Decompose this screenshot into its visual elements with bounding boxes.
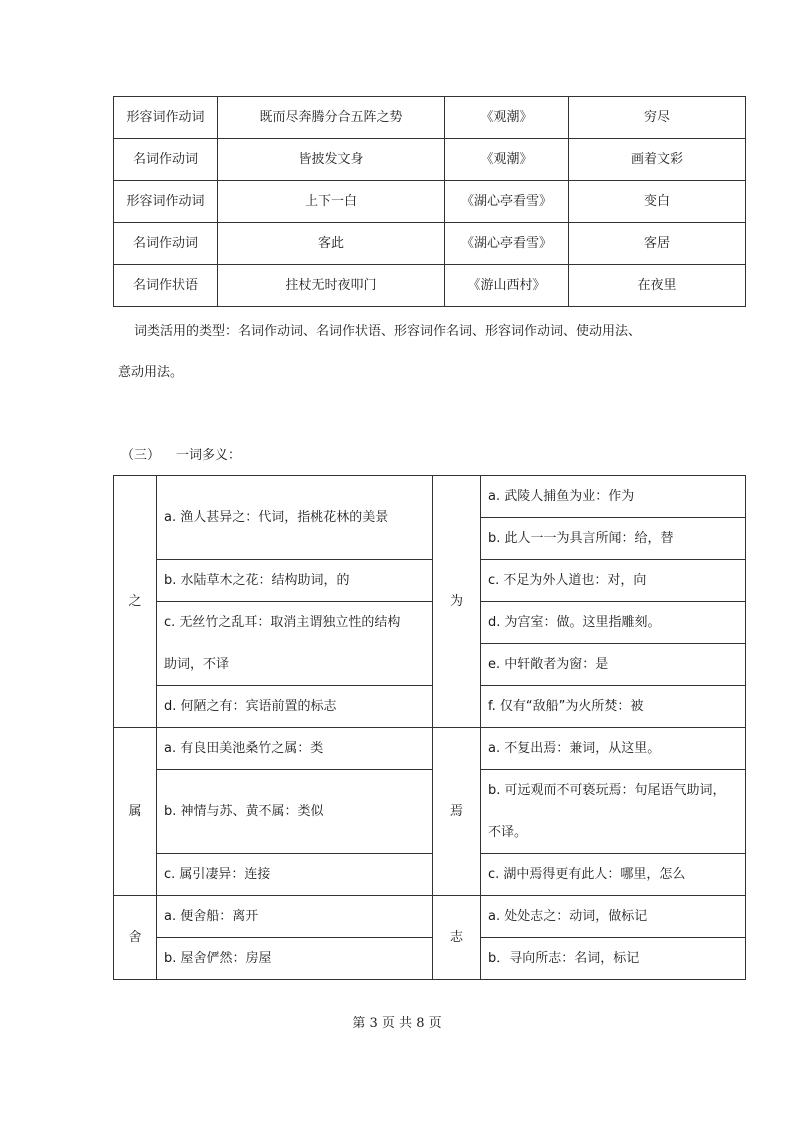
example-sentence-cell: 上下一白 [218,181,445,223]
example-sentence-cell: 拄杖无时夜叩门 [218,265,445,307]
word-cell-wei: 为 [433,476,481,728]
definition-cell: b. 神情与苏、黄不属：类似 [157,770,433,854]
meaning-cell: 画着文彩 [569,139,746,181]
word-cell-shu: 属 [114,728,157,896]
table-row [114,181,746,223]
word-cell-zhi: 之 [114,476,157,728]
word-cell-zhi4: 志 [433,896,481,980]
definition-line: c. 无丝竹之乱耳：取消主谓独立性的结构 [164,614,401,630]
meaning-cell: 穷尽 [569,97,746,139]
section-number: （三） [121,448,161,463]
definition-line: 不译。 [488,824,528,840]
table-row [114,223,746,265]
definition-cell: b. 此人一一为具言所闻：给，替 [481,518,746,560]
definition-cell [157,602,433,686]
usage-type-cell: 形容词作动词 [114,181,218,223]
definition-cell: a. 便舍船：离开 [157,896,433,938]
word-cell-she: 舍 [114,896,157,980]
definition-cell: a. 处处志之：动词，做标记 [481,896,746,938]
summary-line-1: 词类活用的类型：名词作动词、名词作状语、形容词作名词、形容词作动词、使动用法、 [134,324,642,339]
word-class-table [113,96,746,307]
definition-cell: d. 为宫室：做。这里指雕刻。 [481,602,746,644]
definition-line: b. 可远观而不可亵玩焉：句尾语气助词， [488,782,726,798]
section-heading [121,446,241,466]
definition-cell: f. 仅有“敌船”为火所焚：被 [481,686,746,728]
summary-line-2: 意动用法。 [118,365,184,380]
table-row [114,265,746,307]
definition-cell: a. 有良田美池桑竹之属：类 [157,728,433,770]
table-row [114,139,746,181]
meaning-cell: 变白 [569,181,746,223]
definition-cell: b. 水陆草木之花：结构助词，的 [157,560,433,602]
example-sentence-cell: 既而尽奔腾分合五阵之势 [218,97,445,139]
meaning-cell: 客居 [569,223,746,265]
definition-cell: c. 湖中焉得更有此人：哪里，怎么 [481,854,746,896]
source-cell: 《观潮》 [445,97,569,139]
definition-cell: a. 武陵人捕鱼为业：作为 [481,476,746,518]
meaning-cell: 在夜里 [569,265,746,307]
section-title: 一词多义： [176,448,242,463]
source-cell: 《湖心亭看雪》 [445,223,569,265]
usage-type-cell: 名词作动词 [114,139,218,181]
definition-cell: a. 渔人甚异之：代词，指桃花林的美景 [157,476,433,560]
definition-cell: b. 屋舍俨然：房屋 [157,938,433,980]
word-cell-yan: 焉 [433,728,481,896]
definition-cell: c. 属引凄异：连接 [157,854,433,896]
usage-type-cell: 名词作动词 [114,223,218,265]
definition-cell: e. 中轩敞者为窗：是 [481,644,746,686]
definition-cell: d. 何陋之有：宾语前置的标志 [157,686,433,728]
usage-type-cell: 形容词作动词 [114,97,218,139]
page-footer: 第 3 页 共 8 页 [352,1016,442,1031]
definition-cell [481,770,746,854]
definition-cell: a. 不复出焉：兼词，从这里。 [481,728,746,770]
example-sentence-cell: 皆披发文身 [218,139,445,181]
polysemy-table [113,475,746,980]
source-cell: 《观潮》 [445,139,569,181]
definition-cell: c. 不足为外人道也：对，向 [481,560,746,602]
source-cell: 《游山西村》 [445,265,569,307]
table-row [114,97,746,139]
usage-type-cell: 名词作状语 [114,265,218,307]
example-sentence-cell: 客此 [218,223,445,265]
source-cell: 《湖心亭看雪》 [445,181,569,223]
definition-line: 助词，不译 [164,656,230,672]
definition-cell: b．寻向所志：名词，标记 [481,938,746,980]
